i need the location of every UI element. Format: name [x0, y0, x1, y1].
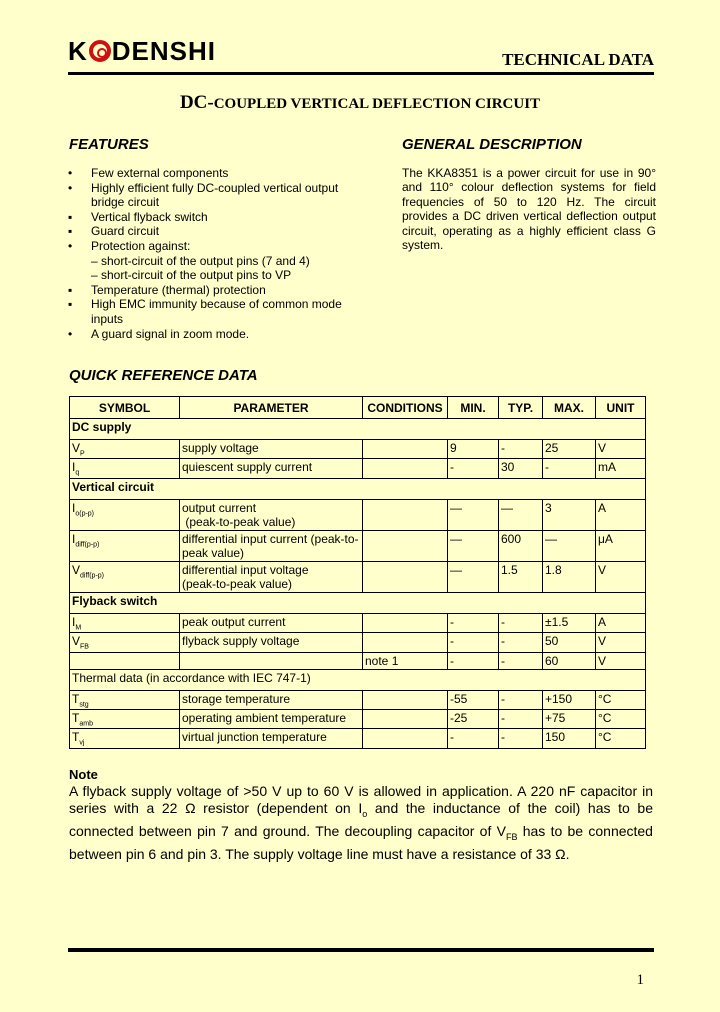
table-header-row	[70, 397, 646, 419]
features-list	[66, 166, 358, 341]
section-row: Thermal data (in accordance with IEC 747-1)	[70, 669, 646, 690]
features-heading: FEATURES	[69, 136, 149, 153]
table-row: $T_{vj}$ virtual junction temperature - - 150 °C	[70, 729, 646, 748]
bullet-icon: •	[68, 238, 73, 253]
table-row: $V_P$ supply voltage 9 - 25 V	[70, 440, 646, 459]
list-item: • Protection against: – short-circuit of the output pins (7 and 4) – short-circuit of the output pins to VP	[66, 239, 358, 283]
note-text: A flyback supply voltage of >50 V up to 60 V is allowed in application. A 220 nF capacitor in series with a 22 Ω resistor (dependent on $I_o$ and the inductance of the coil) has to be connected between pin 7 and ground. The decoupling capacitor of $V_{FB}$ has to be connected between pin 6 and pin 3. The supply voltage line must have a resistance of 33 Ω.	[69, 783, 653, 863]
logo-text-post: DENSHI	[111, 36, 217, 66]
list-item: ▪ Temperature (thermal) protection	[68, 282, 266, 297]
list-item: ▪ Guard circuit	[68, 224, 160, 239]
bullet-icon: •	[68, 166, 73, 180]
table-row: $I_{o(p-p)}$ output current (peak-to-peak value) — — 3 A	[70, 499, 646, 530]
bullet-icon: •	[68, 326, 73, 341]
note-heading: Note	[69, 767, 98, 782]
list-item: • Highly efficient fully DC-coupled vertical output bridge circuit	[68, 180, 339, 210]
col-header-conditions: CONDITIONS	[363, 397, 448, 419]
page-title	[0, 92, 720, 114]
table-row: note 1 - - 60 V	[70, 652, 646, 669]
technical-data-label: TECHNICAL DATA	[502, 50, 654, 69]
bullet-icon: ▪	[68, 297, 73, 312]
table-row: $V_{diff(p-p)}$ differential input voltage (peak-to-peak value) — 1.5 1.8 V	[70, 561, 646, 592]
title-rest: COUPLED VERTICAL DEFLECTION CIRCUIT	[213, 96, 541, 112]
general-description-heading: GENERAL DESCRIPTION	[402, 136, 582, 153]
list-item: • A guard signal in zoom mode.	[68, 326, 250, 341]
title-prefix: DC-	[179, 92, 214, 113]
bullet-icon: •	[68, 180, 73, 195]
bullet-icon: ▪	[68, 282, 73, 297]
company-logo	[68, 36, 216, 67]
table-row: $V_{FB}$ flyback supply voltage - - 50 V	[70, 633, 646, 652]
quick-reference-heading: QUICK REFERENCE DATA	[69, 367, 258, 384]
table-row: $T_{amb}$ operating ambient temperature -25 - +75 °C	[70, 709, 646, 728]
quick-reference-table	[69, 396, 646, 749]
sub-item: – short-circuit of the output pins to VP	[91, 268, 292, 283]
col-header-unit: UNIT	[596, 397, 646, 419]
sub-item: – short-circuit of the output pins (7 and 4)	[91, 253, 310, 268]
col-header-parameter: PARAMETER	[180, 397, 363, 419]
logo-mark-icon	[89, 40, 111, 62]
col-header-symbol: SYMBOL	[70, 397, 180, 419]
col-header-min: MIN.	[448, 397, 499, 419]
col-header-max: MAX.	[543, 397, 596, 419]
logo-text-pre: K	[68, 36, 88, 66]
header-rule	[68, 72, 654, 75]
section-row: Vertical circuit	[70, 478, 646, 499]
bullet-icon: ▪	[68, 224, 73, 239]
section-row: DC supply	[70, 419, 646, 440]
page-number: 1	[636, 972, 644, 988]
table-row: $I_M$ peak output current - - ±1.5 A	[70, 613, 646, 632]
general-description-text: The KKA8351 is a power circuit for use in 90° and 110° colour deflection systems for field frequencies of 50 to 120 Hz. The circuit provides a DC driven vertical deflection output circuit, operating as a highly efficient class G system.	[402, 166, 656, 253]
footer-rule	[68, 948, 654, 952]
list-item: ▪ Vertical flyback switch	[68, 209, 208, 224]
bullet-icon: ▪	[68, 209, 73, 224]
col-header-typ: TYP.	[499, 397, 543, 419]
list-item: ▪ High EMC immunity because of common mode inputs	[68, 297, 342, 326]
list-item: • Few external components	[68, 166, 229, 180]
section-row: Flyback switch	[70, 592, 646, 613]
table-row: $I_q$ quiescent supply current - 30 - mA	[70, 459, 646, 478]
table-row: $T_{stg}$ storage temperature -55 - +150 °C	[70, 690, 646, 709]
table-row: $I_{diff(p-p)}$ differential input current (peak-to-peak value) — 600 — μA	[70, 530, 646, 561]
